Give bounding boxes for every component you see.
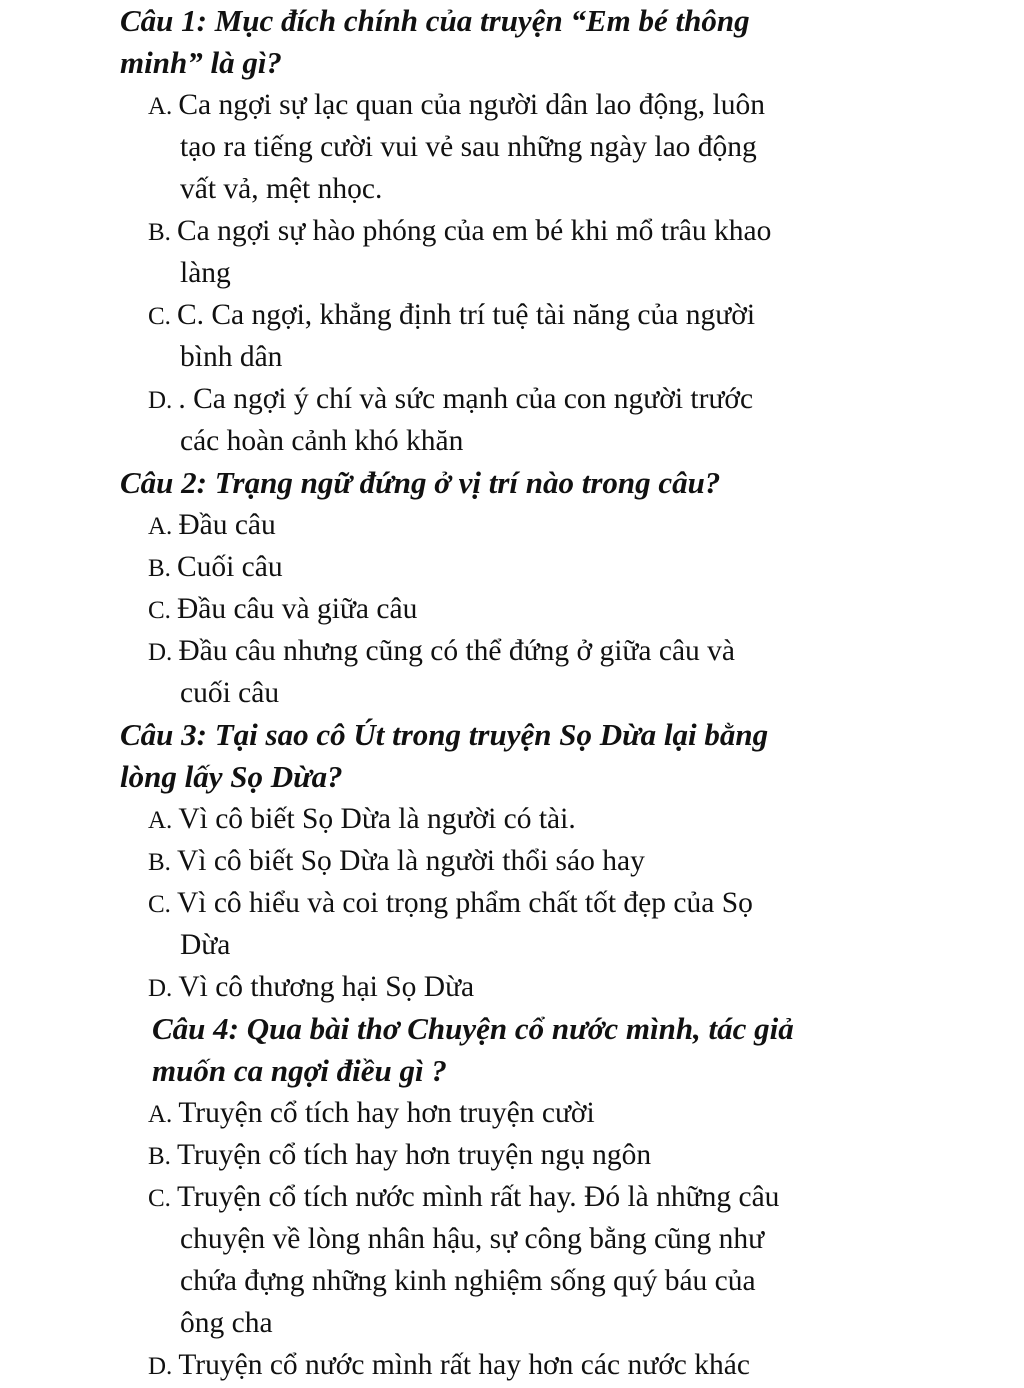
question-3-option-c-line-2: Dừa	[180, 929, 231, 961]
question-1-option-a	[148, 84, 765, 128]
question-1-option-d	[148, 378, 753, 422]
option-text: Ca ngợi sự hào phóng của em bé khi mổ trâu khao	[176, 215, 772, 247]
question-1-option-b	[148, 210, 771, 254]
question-3-title-line-2: lòng lấy Sọ Dừa?	[120, 759, 343, 794]
option-letter: A.	[148, 513, 173, 540]
question-4-option-a	[148, 1092, 595, 1136]
question-2-title-line-1: Câu 2: Trạng ngữ đứng ở vị trí nào trong câu?	[120, 465, 721, 500]
option-text: Vì cô biết Sọ Dừa là người có tài.	[178, 803, 576, 835]
option-letter: C.	[148, 303, 171, 330]
question-4-title-line-2: muốn ca ngợi điều gì ?	[152, 1053, 447, 1088]
option-letter: C.	[148, 891, 171, 918]
option-text: C. Ca ngợi, khẳng định trí tuệ tài năng của người	[176, 299, 756, 331]
question-4-option-c-line-2: chuyện về lòng nhân hậu, sự công bằng cũng như	[180, 1223, 765, 1255]
question-4-option-c-line-3: chứa đựng những kinh nghiệm sống quý báu của	[180, 1265, 756, 1297]
question-4-option-d	[148, 1344, 750, 1388]
option-text: Truyện cổ tích nước mình rất hay. Đó là những câu	[176, 1181, 780, 1213]
option-text: Đầu câu	[178, 509, 276, 541]
question-2-option-a	[148, 504, 276, 548]
option-letter: A.	[148, 93, 173, 120]
question-1-option-a-line-3: vất vả, mệt nhọc.	[180, 173, 383, 205]
question-3-option-b	[148, 840, 645, 884]
option-letter: D.	[148, 387, 173, 414]
option-text: Đầu câu nhưng cũng có thể đứng ở giữa câu và	[178, 635, 736, 667]
option-text: Cuối câu	[176, 551, 283, 583]
question-3-option-a	[148, 798, 576, 842]
question-2-option-c	[148, 588, 417, 632]
option-text: . Ca ngợi ý chí và sức mạnh của con người trước	[178, 383, 754, 415]
option-text: Vì cô biết Sọ Dừa là người thổi sáo hay	[176, 845, 645, 877]
option-letter: B.	[148, 555, 171, 582]
option-text: Vì cô hiểu và coi trọng phẩm chất tốt đẹp của Sọ	[176, 887, 753, 919]
option-letter: C.	[148, 1185, 171, 1212]
option-letter: B.	[148, 1143, 171, 1170]
option-text: Truyện cổ nước mình rất hay hơn các nước khác	[178, 1349, 750, 1381]
question-4-option-b	[148, 1134, 651, 1178]
option-letter: D.	[148, 1353, 173, 1380]
question-4-option-c	[148, 1176, 779, 1220]
option-letter: C.	[148, 597, 171, 624]
question-3-title-line-1: Câu 3: Tại sao cô Út trong truyện Sọ Dừa lại bằng	[120, 717, 769, 752]
question-2-option-b	[148, 546, 283, 590]
option-text: Truyện cổ tích hay hơn truyện ngụ ngôn	[176, 1139, 652, 1171]
question-2-option-d	[148, 630, 735, 674]
question-2-option-d-line-2: cuối câu	[180, 677, 280, 709]
option-text: Vì cô thương hại Sọ Dừa	[178, 971, 475, 1003]
question-1-option-c-line-2: bình dân	[180, 341, 283, 373]
option-letter: A.	[148, 807, 173, 834]
option-letter: B.	[148, 849, 171, 876]
question-4-title-line-1: Câu 4: Qua bài thơ Chuyện cổ nước mình, tác giả	[152, 1011, 794, 1046]
question-3-option-d	[148, 966, 474, 1010]
question-3-option-c	[148, 882, 753, 926]
option-text: Đầu câu và giữa câu	[176, 593, 418, 625]
question-1-title-line-1: Câu 1: Mục đích chính của truyện “Em bé thông	[120, 3, 750, 38]
option-text: Truyện cổ tích hay hơn truyện cười	[178, 1097, 595, 1129]
option-letter: A.	[148, 1101, 173, 1128]
question-1-option-a-line-2: tạo ra tiếng cười vui vẻ sau những ngày lao động	[180, 131, 757, 163]
question-1-title-line-2: minh” là gì?	[120, 45, 282, 80]
question-1-option-d-line-2: các hoàn cảnh khó khăn	[180, 425, 464, 457]
option-text: Ca ngợi sự lạc quan của người dân lao động, luôn	[178, 89, 765, 121]
question-1-option-b-line-2: làng	[180, 257, 231, 289]
option-letter: B.	[148, 219, 171, 246]
option-letter: D.	[148, 975, 173, 1002]
option-letter: D.	[148, 639, 173, 666]
question-1-option-c	[148, 294, 755, 338]
question-4-option-c-line-4: ông cha	[180, 1307, 273, 1339]
